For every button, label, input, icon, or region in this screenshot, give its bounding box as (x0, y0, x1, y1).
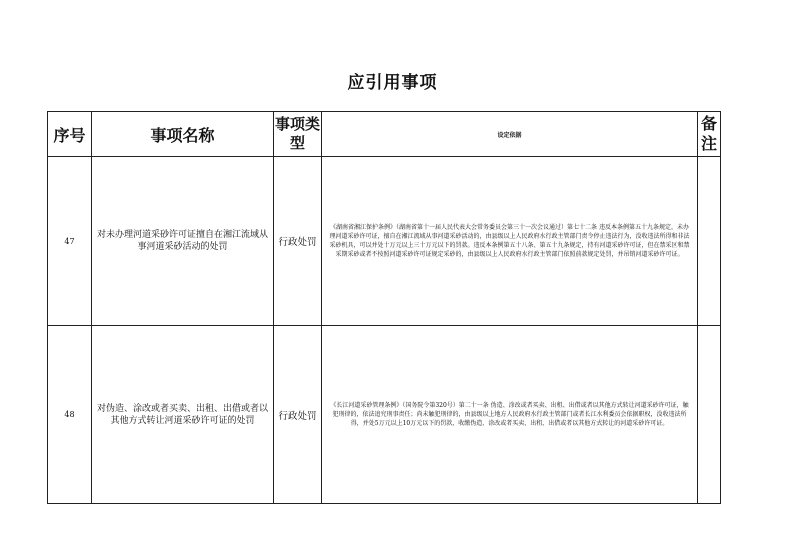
row-note (698, 326, 721, 504)
row-seq: 47 (48, 157, 92, 326)
header-note: 备注 (698, 112, 721, 157)
table-row (48, 326, 721, 504)
row-note (698, 157, 721, 326)
header-seq: 序号 (48, 112, 92, 157)
row-type: 行政处罚 (274, 326, 322, 504)
header-type: 事项类型 (274, 112, 322, 157)
row-name: 对未办理河道采砂许可证擅自在湘江流域从事河道采砂活动的处罚 (92, 157, 274, 326)
table-row (48, 157, 721, 326)
table-header-row (48, 112, 721, 157)
matters-table (47, 111, 721, 504)
header-basis: 设定依据 (322, 112, 698, 157)
header-name: 事项名称 (92, 112, 274, 157)
row-name: 对伪造、涂改或者买卖、出租、出借或者以其他方式转让河道采砂许可证的处罚 (92, 326, 274, 504)
row-basis: 《长江河道采砂管理条例》（国务院令第320号）第二十一条 伪造、涂改或者买卖、出租、出借或者以其他方式转让河道采砂许可证，触犯刑律的，依法追究刑事责任；尚未触犯刑律的，由县级以上地方人民政府水行政主管部门或者长江水利委员会依据职权，没收违法所得，并处5万元以上10万元以下的罚款，收缴伪造、涂改或者买卖、出租、出借或者以其他方式转让的河道采砂许可证。 (322, 326, 698, 504)
page-title: 应引用事项 (347, 73, 438, 93)
row-type: 行政处罚 (274, 157, 322, 326)
row-basis: 《湖南省湘江保护条例》（湖南省第十一届人民代表大会常务委员会第三十一次会议通过）第七十二条 违反本条例第五十九条规定，未办理河道采砂许可证，擅自在湘江流域从事河道采砂活动的，由县级以上人民政府水行政主管部门责令停止违法行为，没收违法所得和非法采砂机具，可以并处十万元以上三十万元以下的罚款。违反本条例第五十八条、第五十九条规定，持有河道采砂许可证，但在禁采区和禁采期采砂或者不按照河道采砂许可证规定采砂的，由县级以上人民政府水行政主管部门依照前款规定处罚，并吊销河道采砂许可证。 (322, 157, 698, 326)
row-seq: 48 (48, 326, 92, 504)
